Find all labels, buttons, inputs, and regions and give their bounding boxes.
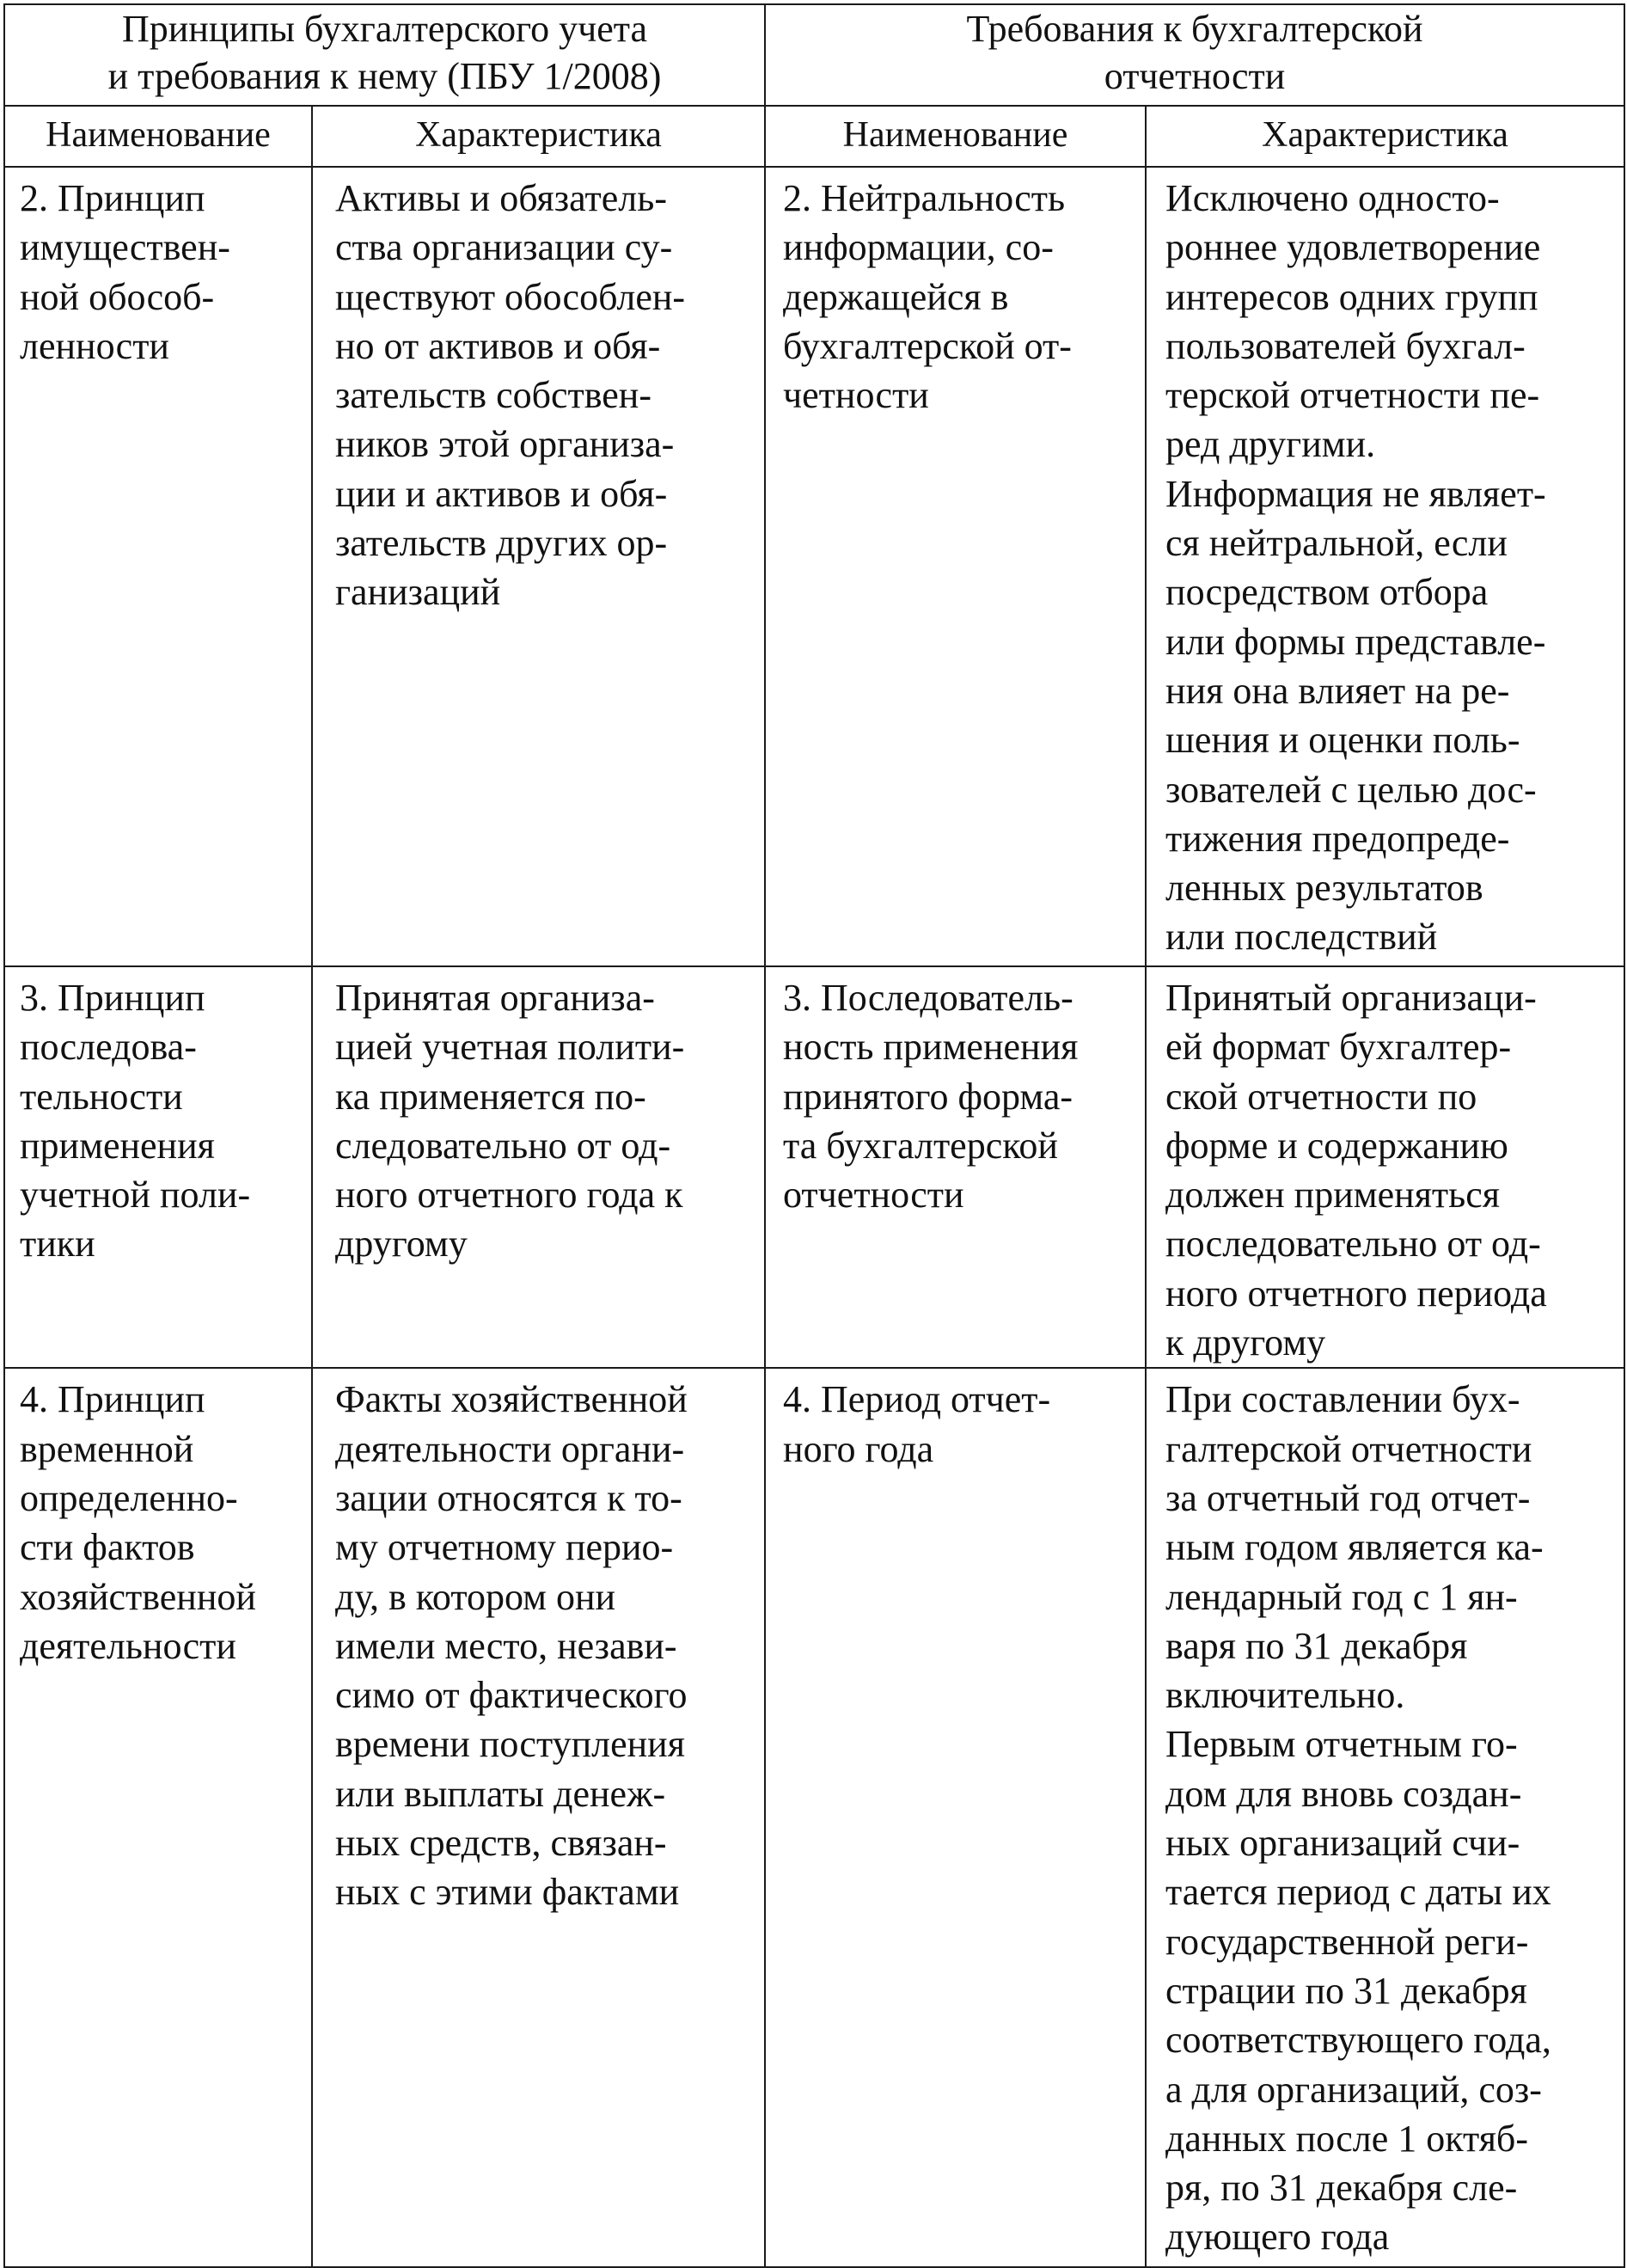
requirement-characteristic-cell [1146,1368,1624,2267]
principle-name-cell [4,167,312,966]
principle-name-text: 2. Принцип имуществен- ной обособ- ленности [20,177,230,367]
requirement-name-text: 2. Нейтральность информации, со- держащейся в бухгалтерской от- четности [783,177,1072,417]
group-header-principles-text: Принципы бухгалтерского учета и требования к нему (ПБУ 1/2008) [107,8,662,97]
group-header-row [4,4,1624,106]
principle-name-cell [4,1368,312,2267]
requirement-characteristic-text: Исключено односто- роннее удовлетворение интересов одних групп пользователей бухгал- терской отчетности пе- ред другими. Информация не являет- ся нейтральной, если посредством отбора или формы представле- ния она влияет на ре- шения и оценки поль- зователей с целью дос- тижения предопреде- ленных результатов или последствий [1165,177,1546,959]
group-header-requirements [765,4,1624,106]
requirement-name-cell [765,966,1146,1368]
principle-name-cell [4,966,312,1368]
column-header-requirement-name: Наименование [765,106,1146,167]
requirement-characteristic-text: Принятый организаци- ей формат бухгалтер- ской отчетности по форме и содержанию должен применяться последовательно от од- ного отчетного периода к другому [1165,977,1547,1364]
column-header-principle-name: Наименование [4,106,312,167]
requirement-name-cell [765,1368,1146,2267]
principle-name-text: 3. Принцип последова- тельности применения учетной поли- тики [20,977,251,1266]
principle-name-text: 4. Принцип временной определенно- сти фактов хозяйственной деятельности [20,1378,256,1667]
table-row [4,966,1624,1368]
requirement-characteristic-text: При составлении бух- галтерской отчетности за отчетный год отчет- ным годом является ка- лендарный год с 1 ян- варя по 31 декабря включительно. Первым отчетным го- дом для вновь создан- ных организаций счи- тается период с даты их государственной реги- страции по 31 декабря соответствующего года, а для организаций, соз- данных после 1 октяб- ря, по 31 декабря сле- дующего года [1165,1378,1551,2259]
column-header-principle-characteristic: Характеристика [312,106,765,167]
principle-characteristic-text: Активы и обязатель- ства организации су- ществуют обособлен- но от активов и обя- зательств собствен- ников этой организа- ции и активов и обя- зательств других ор- ганизаций [335,177,686,614]
principle-characteristic-cell [312,167,765,966]
comparison-table [3,3,1625,2268]
group-header-principles [4,4,765,106]
group-header-requirements-text: Требования к бухгалтерской отчетности [966,8,1423,97]
requirement-name-text: 4. Период отчет- ного года [783,1378,1051,1470]
requirement-name-cell [765,167,1146,966]
column-header-requirement-characteristic: Характеристика [1146,106,1624,167]
principle-characteristic-cell [312,1368,765,2267]
requirement-characteristic-cell [1146,167,1624,966]
principle-characteristic-cell [312,966,765,1368]
principle-characteristic-text: Принятая организа- цией учетная полити- ка применяется по- следовательно от од- ного отчетного года к другому [335,977,685,1266]
column-header-row [4,106,1624,167]
requirement-characteristic-cell [1146,966,1624,1368]
table-row [4,1368,1624,2267]
requirement-name-text: 3. Последователь- ность применения принятого форма- та бухгалтерской отчетности [783,977,1079,1217]
table-row [4,167,1624,966]
principle-characteristic-text: Факты хозяйственной деятельности органи- зации относятся к то- му отчетному перио- ду, в котором они имели место, незави- симо от фактического времени поступления или выплаты денеж- ных средств, связан- ных с этими фактами [335,1378,688,1914]
